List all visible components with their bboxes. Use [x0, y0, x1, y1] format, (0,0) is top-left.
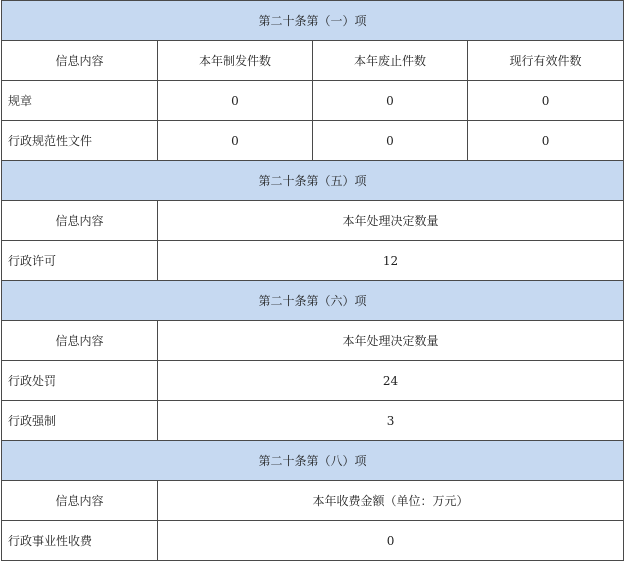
cell-value: 0 [158, 521, 624, 561]
table-row [2, 361, 624, 401]
section-title: 第二十条第（一）项 [2, 1, 624, 41]
table-row [2, 121, 624, 161]
table-row [2, 241, 624, 281]
column-header-row [2, 321, 624, 361]
section-header-row [2, 281, 624, 321]
section-title: 第二十条第（五）项 [2, 161, 624, 201]
column-header-content: 信息内容 [2, 481, 158, 521]
cell-value: 0 [313, 121, 468, 161]
column-header-row [2, 41, 624, 81]
column-header-decisions: 本年处理决定数量 [158, 321, 624, 361]
row-label: 行政强制 [2, 401, 158, 441]
cell-value: 0 [158, 81, 313, 121]
section-header-row [2, 161, 624, 201]
cell-value: 12 [158, 241, 624, 281]
cell-value: 0 [468, 121, 624, 161]
section-header-row [2, 1, 624, 41]
column-header-row [2, 481, 624, 521]
row-label: 行政处罚 [2, 361, 158, 401]
cell-value: 0 [468, 81, 624, 121]
row-label: 规章 [2, 81, 158, 121]
section-title: 第二十条第（六）项 [2, 281, 624, 321]
cell-value: 0 [158, 121, 313, 161]
table-row [2, 401, 624, 441]
column-header-content: 信息内容 [2, 201, 158, 241]
row-label: 行政许可 [2, 241, 158, 281]
table-row [2, 521, 624, 561]
section-header-row [2, 441, 624, 481]
cell-value: 24 [158, 361, 624, 401]
column-header-abolished: 本年废止件数 [313, 41, 468, 81]
column-header-content: 信息内容 [2, 321, 158, 361]
row-label: 行政规范性文件 [2, 121, 158, 161]
column-header-issued: 本年制发件数 [158, 41, 313, 81]
table-row [2, 81, 624, 121]
section-title: 第二十条第（八）项 [2, 441, 624, 481]
column-header-valid: 现行有效件数 [468, 41, 624, 81]
column-header-fee-amount: 本年收费金额（单位：万元） [158, 481, 624, 521]
row-label: 行政事业性收费 [2, 521, 158, 561]
column-header-content: 信息内容 [2, 41, 158, 81]
disclosure-table [1, 0, 624, 561]
column-header-decisions: 本年处理决定数量 [158, 201, 624, 241]
column-header-row [2, 201, 624, 241]
cell-value: 3 [158, 401, 624, 441]
cell-value: 0 [313, 81, 468, 121]
